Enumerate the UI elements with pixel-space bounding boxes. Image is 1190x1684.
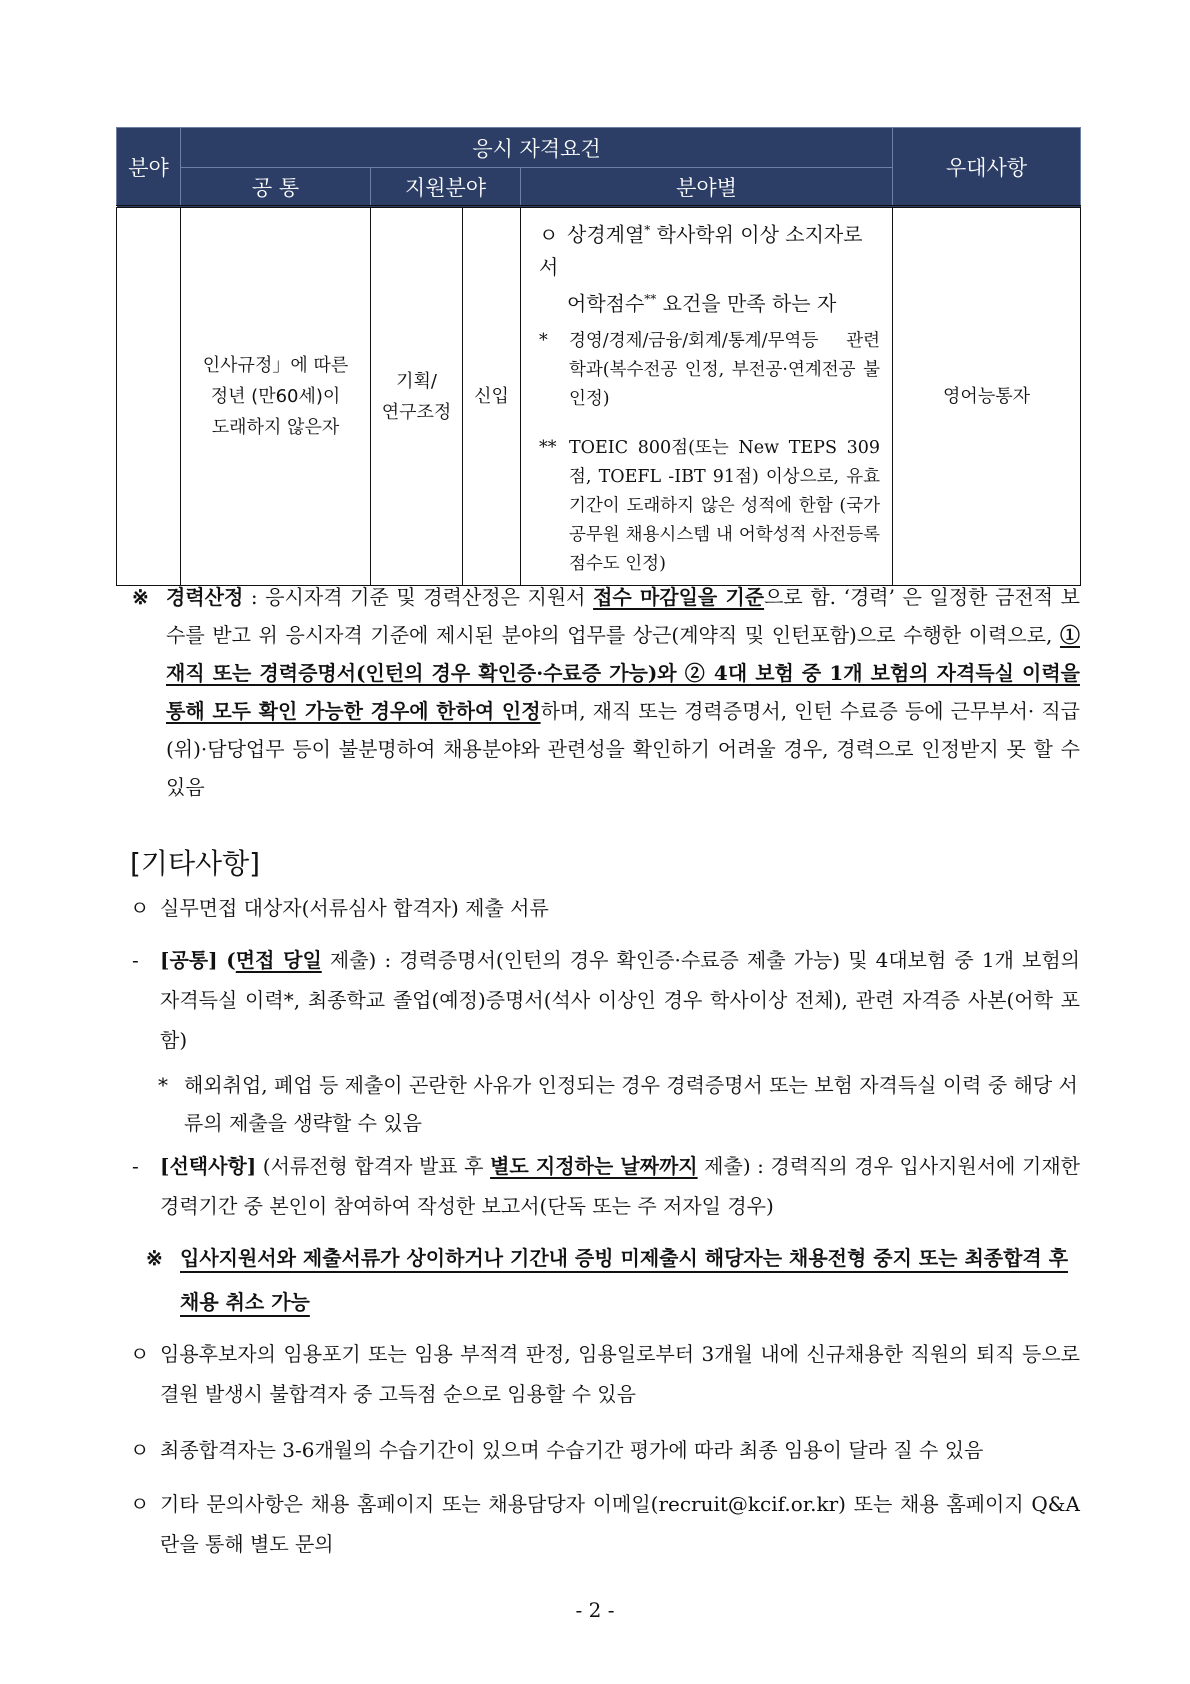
reference-mark: ※	[132, 585, 149, 609]
common-line: 인사규정」에 따른	[202, 355, 349, 377]
field-line: 연구조정	[381, 401, 452, 423]
bullet-marker: ㅇ	[130, 896, 150, 920]
dash-marker: -	[132, 1154, 139, 1178]
detail-note-language: ** TOEIC 800점(또는 New TEPS 309 점, TOEFL -IBT 91점) 이상으로, 유효기간이 도래하지 않은 성적에 한함 (국가공무원 채용시스템 내 어학성적 사전등록 점수도 인정)	[539, 438, 881, 575]
header-by-field: 분야별	[521, 168, 893, 207]
career-note-title: 경력산정	[166, 585, 244, 609]
cell-detail	[521, 207, 893, 586]
field-line: 기획/	[396, 370, 437, 392]
list-item-probation: ㅇ 최종합격자는 3-6개월의 수습기간이 있으며 수습기간 평가에 따라 최종 임용이 달라 질 수 있음	[130, 1430, 1080, 1470]
cell-common	[181, 207, 371, 586]
list-item-common-docs: - [공통] (면접 당일 제출) : 경력증명서(인턴의 경우 확인증·수료증 제출 가능) 및 4대보험 중 1개 보험의 자격득실 이력*, 최종학교 졸업(예정)증명서(석사 이상인 경우 학사이상 전체), 관련 자격증 사본(어학 포함)	[132, 940, 1080, 1060]
warning-note: ※ 입사지원서와 제출서류가 상이하거나 기간내 증빙 미제출시 해당자는 채용전형 중지 또는 최종합격 후 채용 취소 가능	[146, 1236, 1080, 1324]
bullet-marker: ㅇ	[130, 1342, 150, 1366]
detail-note-major: * 경영/경제/금융/회계/통계/무역등 관련 학과(복수전공 인정, 부전공·연계전공 불인정)	[539, 331, 881, 410]
list-item-interview-docs: ㅇ 실무면접 대상자(서류심사 합격자) 제출 서류	[130, 888, 1080, 928]
reference-mark: ※	[146, 1246, 163, 1270]
common-line: 정년 (만60세)이	[210, 386, 341, 408]
list-item-optional-docs: - [선택사항] (서류전형 합격자 발표 후 별도 지정하는 날짜까지 제출) : 경력직의 경우 입사지원서에 기재한 경력기간 중 본인이 참여하여 작성한 보고서(단독 또는 주 저자일 경우)	[132, 1146, 1080, 1226]
section-title: [기타사항]	[130, 847, 261, 880]
header-applied-field: 지원분야	[371, 168, 521, 207]
header-common: 공 통	[181, 168, 371, 207]
dash-marker: -	[132, 948, 139, 972]
cell-type: 신입	[463, 207, 521, 586]
bullet-marker: ㅇ	[539, 222, 559, 247]
list-item-common-note: * 해외취업, 폐업 등 제출이 곤란한 사유가 인정되는 경우 경력증명서 또는 보험 자격득실 이력 중 해당 서류의 제출을 생략할 수 있음	[158, 1066, 1080, 1142]
career-note: ※ 경력산정 : 응시자격 기준 및 경력산정은 지원서 접수 마감일을 기준으로 함. ‘경력’ 은 일정한 금전적 보수를 받고 위 응시자격 기준에 제시된 분야의 업무를 상근(계약직 및 인턴포함)으로 수행한 이력으로, ① 재직 또는 경력증명서(인턴의 경우 확인증·수료증 가능)와 ② 4대 보험 중 1개 보험의 자격득실 이력을 통해 모두 확인 가능한 경우에 한하여 인정하며, 재직 또는 경력증명서, 인턴 수료증 등에 근무부서· 직급(위)·담당업무 등이 불분명하여 채용분야와 관련성을 확인하기 어려울 경우, 경력으로 인정받지 못 할 수 있음	[132, 578, 1080, 806]
header-requirements: 응시 자격요건	[181, 128, 893, 168]
requirements-table	[116, 127, 1081, 586]
bullet-marker: ㅇ	[130, 1438, 150, 1462]
common-line: 도래하지 않은자	[211, 417, 340, 439]
detail-main: ㅇ 상경계열* 학사학위 이상 소지자로서 어학점수** 요건을 만족 하는 자	[539, 214, 880, 319]
list-item-replacement: ㅇ 임용후보자의 임용포기 또는 임용 부적격 판정, 임용일로부터 3개월 내에 신규채용한 직원의 퇴직 등으로 결원 발생시 불합격자 중 고득점 순으로 임용할 수 있음	[130, 1334, 1080, 1414]
bullet-marker: ㅇ	[130, 1492, 150, 1516]
page-number: - 2 -	[575, 1598, 615, 1622]
star-marker: *	[158, 1073, 168, 1097]
cell-preference: 영어능통자	[893, 207, 1081, 586]
header-field: 분야	[117, 128, 181, 207]
cell-applied-field	[371, 207, 463, 586]
header-preference: 우대사항	[893, 128, 1081, 207]
list-item-contact: ㅇ 기타 문의사항은 채용 홈페이지 또는 채용담당자 이메일(recruit@kcif.or.kr) 또는 채용 홈페이지 Q&A란을 통해 별도 문의	[130, 1484, 1080, 1564]
cell-field-empty	[117, 207, 181, 586]
